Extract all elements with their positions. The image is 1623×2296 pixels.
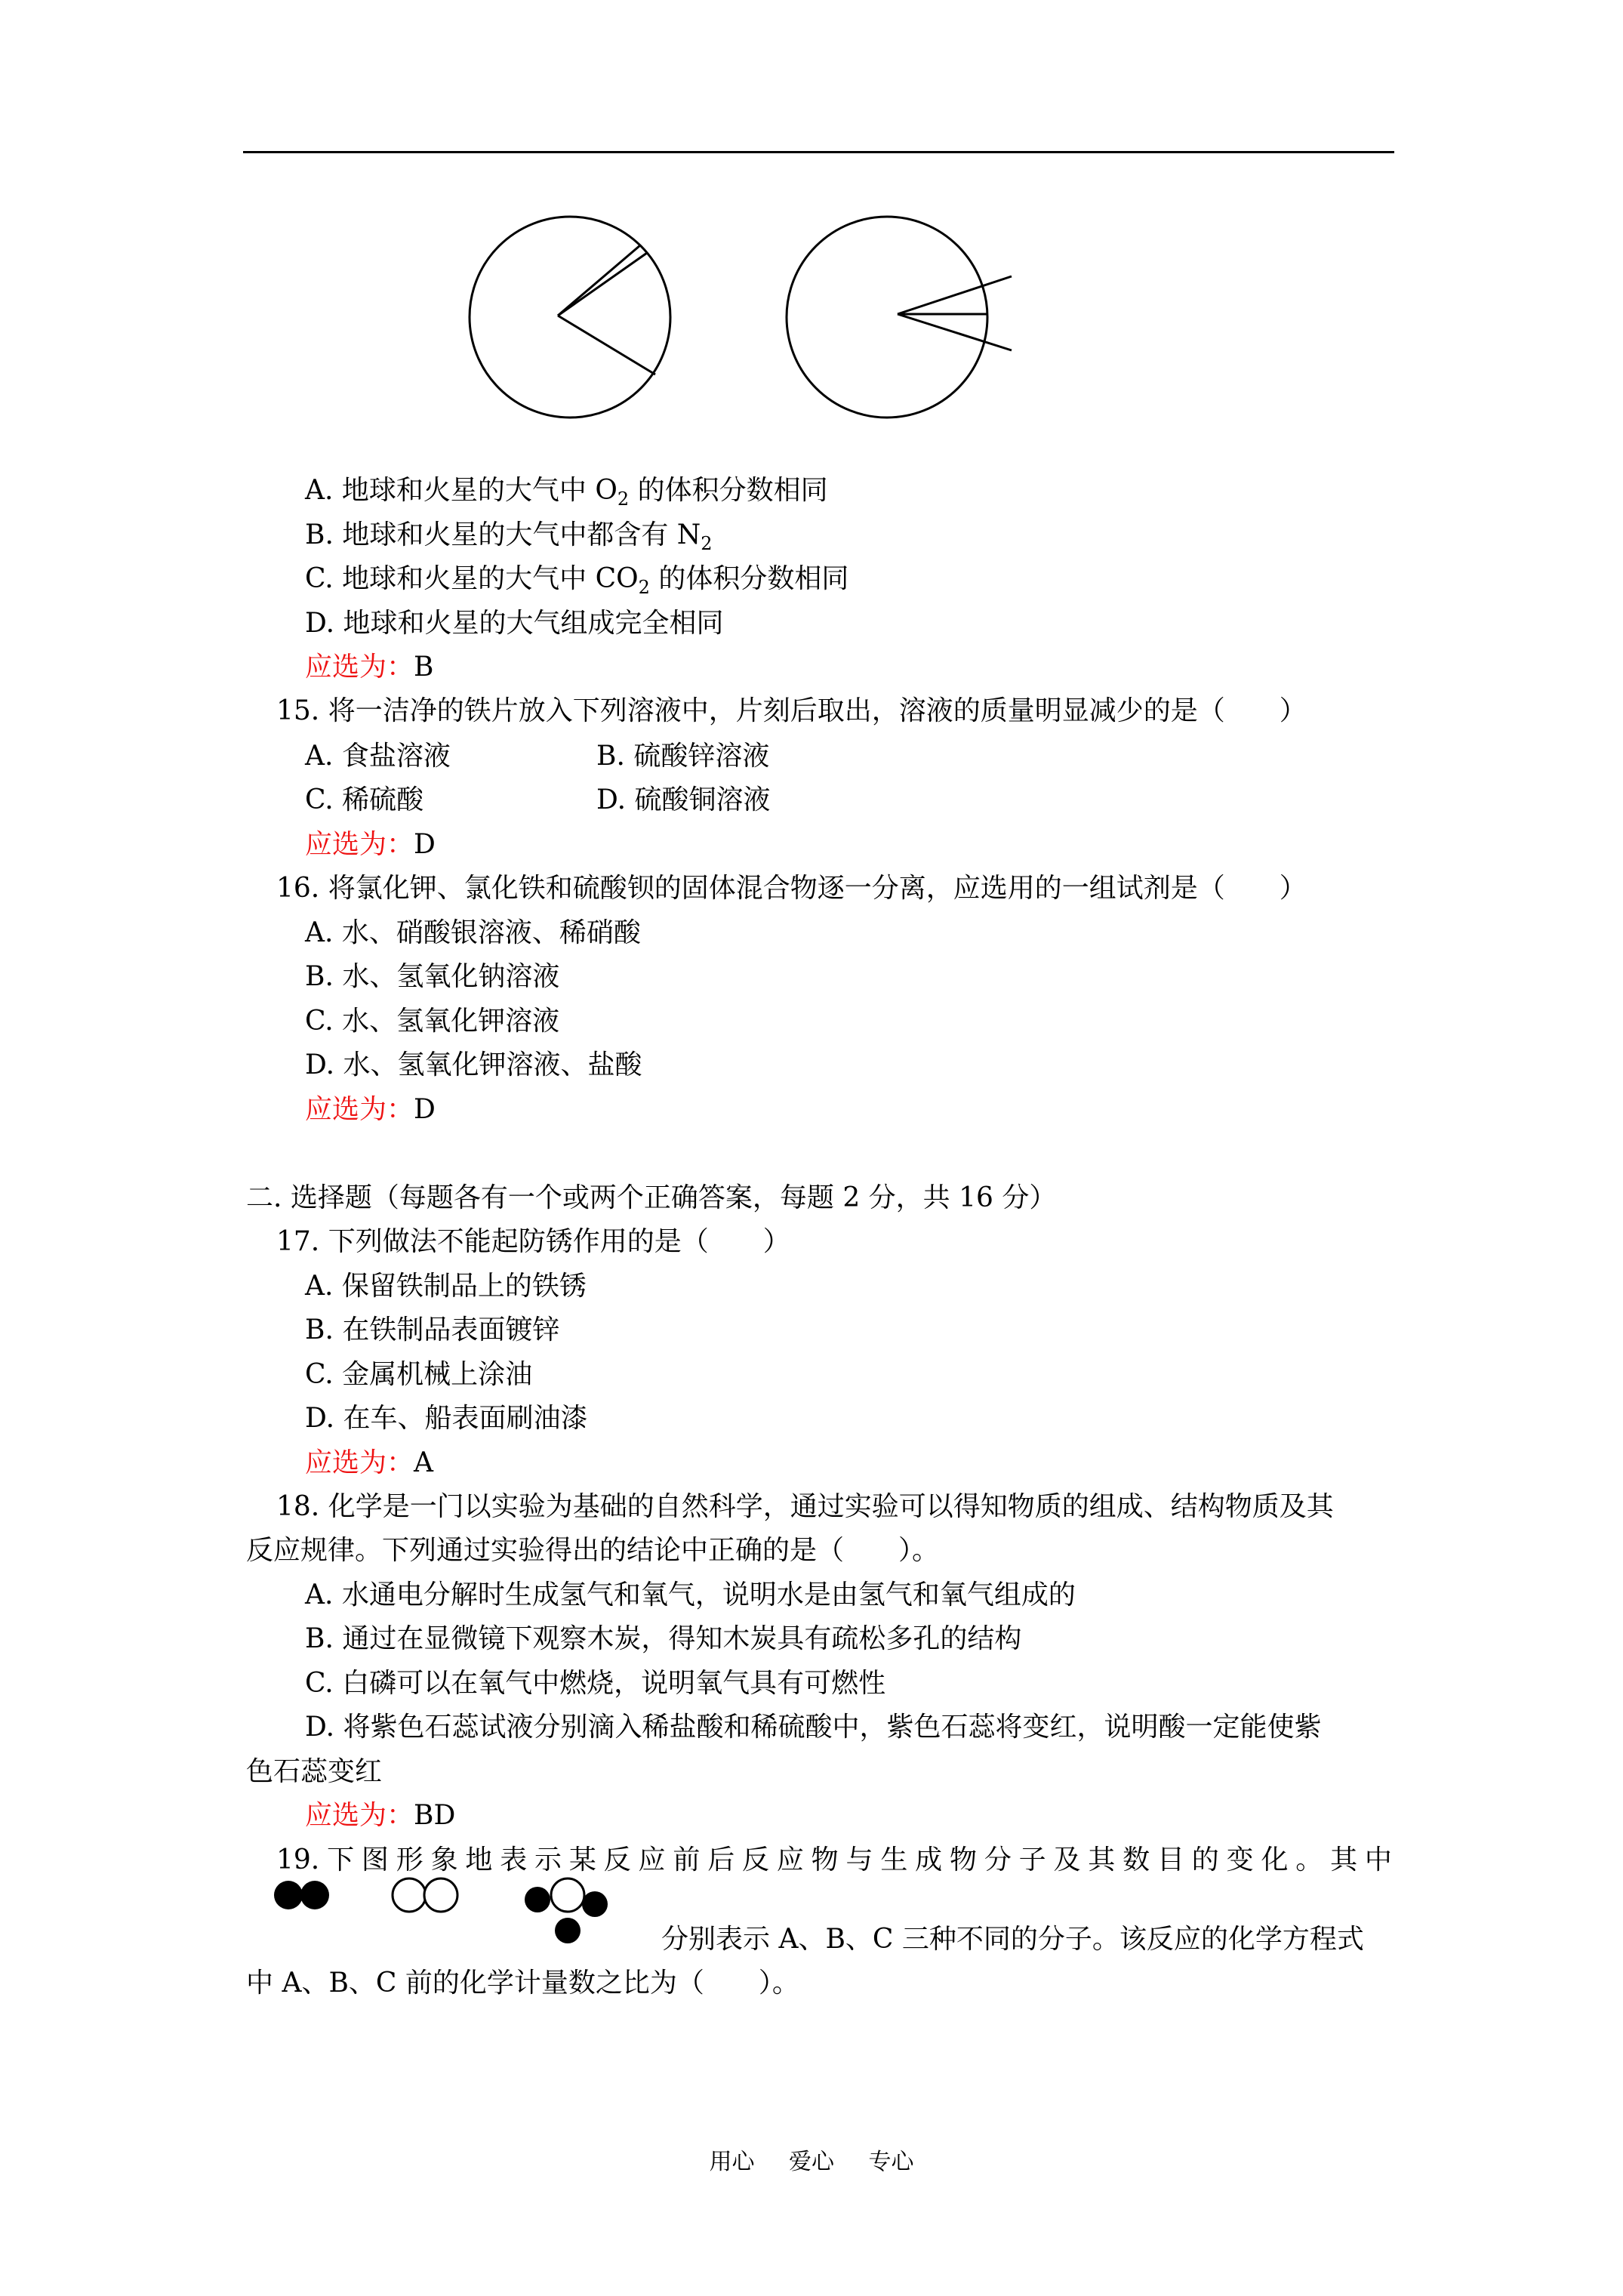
q15-option-c: C. 稀硫酸: [305, 784, 424, 815]
q18-stem-line1: 18. 化学是一门以实验为基础的自然科学，通过实验可以得知物质的组成、结构物质及其: [276, 1491, 1334, 1522]
q14-option-d: D. 地球和火星的大气组成完全相同: [305, 608, 724, 639]
q16-option-a: A. 水、硝酸银溶液、稀硝酸: [305, 917, 641, 948]
q17-stem: 17. 下列做法不能起防锈作用的是（ ）: [276, 1226, 790, 1257]
q18-option-d-cont: 色石蕊变红: [246, 1756, 383, 1787]
header-rule: [243, 151, 1394, 153]
q18-option-b: B. 通过在显微镜下观察木炭，得知木炭具有疏松多孔的结构: [305, 1623, 1022, 1654]
q17-option-b: B. 在铁制品表面镀锌: [305, 1314, 560, 1345]
molecule-c-icon: [521, 1874, 611, 1949]
q15-answer: 应选为：D: [305, 829, 436, 860]
q19-stem-line3: 中 A、B、C 前的化学计量数之比为（ ）。: [246, 1968, 799, 1999]
page-footer: [0, 2143, 1623, 2176]
q17-option-d: D. 在车、船表面刷油漆: [305, 1403, 588, 1434]
q15-option-b: B. 硫酸锌溶液: [596, 741, 770, 772]
q15-option-a: A. 食盐溶液: [305, 741, 451, 772]
footer-text-2: 爱心: [789, 2149, 834, 2175]
q18-option-d: D. 将紫色石蕊试液分别滴入稀盐酸和稀硫酸中，紫色石蕊将变红，说明酸一定能使紫: [305, 1712, 1322, 1743]
q14-option-a: A. 地球和火星的大气中 $O_2$ 的体积分数相同: [305, 475, 828, 510]
q16-option-c: C. 水、氢氧化钾溶液: [305, 1006, 560, 1037]
q18-stem-line2: 反应规律。下列通过实验得出的结论中正确的是（ ）。: [246, 1535, 940, 1566]
pie-chart-earth: [470, 217, 670, 418]
q15-option-d: D. 硫酸铜溶液: [596, 784, 771, 815]
q14-option-c: C. 地球和火星的大气中 $CO_2$ 的体积分数相同: [305, 563, 849, 599]
section-2-heading: 二. 选择题（每题各有一个或两个正确答案，每题 2 分，共 16 分）: [246, 1182, 1057, 1213]
q17-option-a: A. 保留铁制品上的铁锈: [305, 1271, 587, 1302]
q14-answer: 应选为：B: [305, 652, 434, 683]
q18-option-c: C. 白磷可以在氧气中燃烧，说明氧气具有可燃性: [305, 1668, 886, 1699]
footer-text-3: 专心: [868, 2149, 914, 2175]
q17-option-c: C. 金属机械上涂油: [305, 1359, 533, 1390]
q15-stem: 15. 将一洁净的铁片放入下列溶液中，片刻后取出，溶液的质量明显减少的是（ ）: [276, 695, 1307, 726]
q16-answer: 应选为：D: [305, 1094, 436, 1125]
atmosphere-pie-diagrams: [423, 204, 1057, 430]
q19-stem-line2: 分别表示 A、B、C 三种不同的分子。该反应的化学方程式: [661, 1924, 1364, 1955]
q19-stem-line1: 19. 下 图 形 象 地 表 示 某 反 应 前 后 反 应 物 与 生 成 物 分 子 及 其 数 目 的 变 化 。 其 中: [276, 1845, 1392, 1875]
pie-chart-mars: [787, 217, 1012, 418]
q14-option-b: B. 地球和火星的大气中都含有 $N_2$: [305, 519, 713, 555]
molecule-b-icon: [389, 1874, 464, 1916]
footer-text-1: 用心: [709, 2149, 755, 2175]
q18-option-a: A. 水通电分解时生成氢气和氧气，说明水是由氢气和氧气组成的: [305, 1579, 1076, 1610]
q18-answer: 应选为：BD: [305, 1800, 456, 1831]
q17-answer: 应选为：A: [305, 1447, 434, 1478]
q16-option-b: B. 水、氢氧化钠溶液: [305, 961, 560, 992]
q16-option-d: D. 水、氢氧化钾溶液、盐酸: [305, 1049, 642, 1080]
molecule-a-icon: [272, 1876, 340, 1914]
q16-stem: 16. 将氯化钾、氯化铁和硫酸钡的固体混合物逐一分离，应选用的一组试剂是（ ）: [276, 873, 1307, 904]
